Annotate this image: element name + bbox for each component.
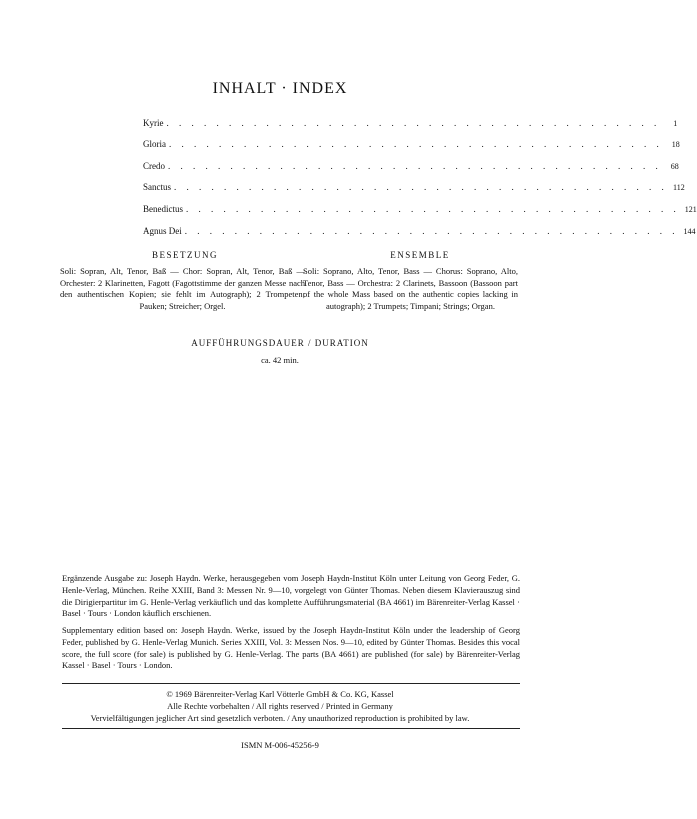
table-of-contents [143, 106, 697, 236]
besetzung-heading: BESETZUNG [152, 250, 218, 260]
toc-entry-title: Credo [143, 160, 165, 171]
toc-entry-title: Kyrie [143, 117, 164, 128]
toc-entry-page: 18 [671, 140, 680, 150]
toc-entry-page: 112 [673, 183, 685, 193]
toc-entry-sanctus [143, 171, 685, 193]
toc-entry-kyrie [143, 106, 678, 128]
toc-entry-agnus-dei [143, 214, 696, 236]
rights-line: Alle Rechte vorbehalten / All rights reserved / Printed in Germany [167, 701, 393, 711]
toc-leader-dots: . . . . . . . . . . . . . . . . . . . . . . . . . . . . . . . . . . . . . . . . [174, 182, 668, 193]
duration-value: ca. 42 min. [261, 355, 299, 365]
copyright-line: © 1969 Bärenreiter-Verlag Karl Vötterle GmbH & Co. KG, Kassel [166, 689, 394, 699]
toc-leader-dots: . . . . . . . . . . . . . . . . . . . . . . . . . . . . . . . . . . . . . . . . [186, 203, 680, 214]
besetzung-text: Soli: Sopran, Alt, Tenor, Baß — Chor: Sopran, Alt, Tenor, Baß — Orchester: 2 Klarinetten, Fagott (Fagottstimme der ganzen Messe nach den authentischen Kopien; sie fehlt im Autograph); 2 Trompeten; Pauken; Streicher; Orgel. [60, 266, 305, 312]
ensemble-text: Soli: Soprano, Alto, Tenor, Bass — Chorus: Soprano, Alto, Tenor, Bass — Orchestra: 2 Clarinets, Bassoon (Bassoon part of the whole Mass based on the authentic copies lacking in autograph); 2 Trumpets; Timpani; Strings; Organ. [303, 266, 518, 312]
toc-entry-page: 121 [684, 204, 697, 214]
divider-bottom [62, 728, 520, 729]
page-title: INHALT · INDEX [212, 80, 348, 97]
toc-entry-title: Agnus Dei [143, 225, 182, 236]
toc-entry-page: 68 [670, 161, 679, 171]
toc-entry-gloria [143, 128, 680, 150]
toc-entry-credo [143, 149, 679, 171]
copyright-block [0, 688, 560, 724]
toc-entry-benedictus [143, 192, 697, 214]
ensemble-heading: ENSEMBLE [390, 250, 450, 260]
toc-entry-title: Sanctus [143, 182, 171, 193]
ismn-number: ISMN M-006-45256-9 [241, 740, 319, 750]
toc-entry-title: Gloria [143, 139, 166, 150]
toc-leader-dots: . . . . . . . . . . . . . . . . . . . . . . . . . . . . . . . . . . . . . . . . [184, 225, 679, 236]
duration-heading: AUFFÜHRUNGSDAUER / DURATION [191, 338, 369, 348]
toc-leader-dots: . . . . . . . . . . . . . . . . . . . . . . . . . . . . . . . . . . . . . . . . [168, 160, 662, 171]
toc-leader-dots: . . . . . . . . . . . . . . . . . . . . . . . . . . . . . . . . . . . . . . . . [169, 139, 663, 150]
toc-entry-page: 1 [673, 118, 678, 128]
divider-top [62, 683, 520, 684]
edition-note-english: Supplementary edition based on: Joseph Haydn. Werke, issued by the Joseph Haydn-Institut Köln under the leadership of Georg Feder, published by G. Henle-Verlag Munich. Series XXIII, Vol. 3: Messen Nos. 9—10, edited by Günter Thomas. Besides this vocal score, the full score (for sale) is published by G. Henle-Verlag. The parts (BA 4661) are published (for sale) by Bärenreiter-Verlag Kassel · Basel · Tours · London. [62, 625, 520, 671]
toc-leader-dots: . . . . . . . . . . . . . . . . . . . . . . . . . . . . . . . . . . . . . . . . [166, 117, 661, 128]
reproduction-notice: Vervielfältigungen jeglicher Art sind gesetzlich verboten. / Any unauthorized reproduction is prohibited by law. [90, 713, 470, 723]
toc-entry-page: 144 [683, 226, 696, 236]
toc-entry-title: Benedictus [143, 203, 183, 214]
edition-note-german: Ergänzende Ausgabe zu: Joseph Haydn. Werke, herausgegeben vom Joseph Haydn-Institut Köln unter Leitung von Georg Feder, G. Henle-Verlag, München. Reihe XXIII, Band 3: Messen Nr. 9—10, vorgelegt von Günter Thomas. Neben diesem Klavierauszug sind die Dirigierpartitur im G. Henle-Verlag verkäuflich und das komplette Aufführungsmaterial (BA 4661) im Bärenreiter-Verlag Kassel · Basel · Tours · London käuflich erschienen. [62, 573, 520, 619]
